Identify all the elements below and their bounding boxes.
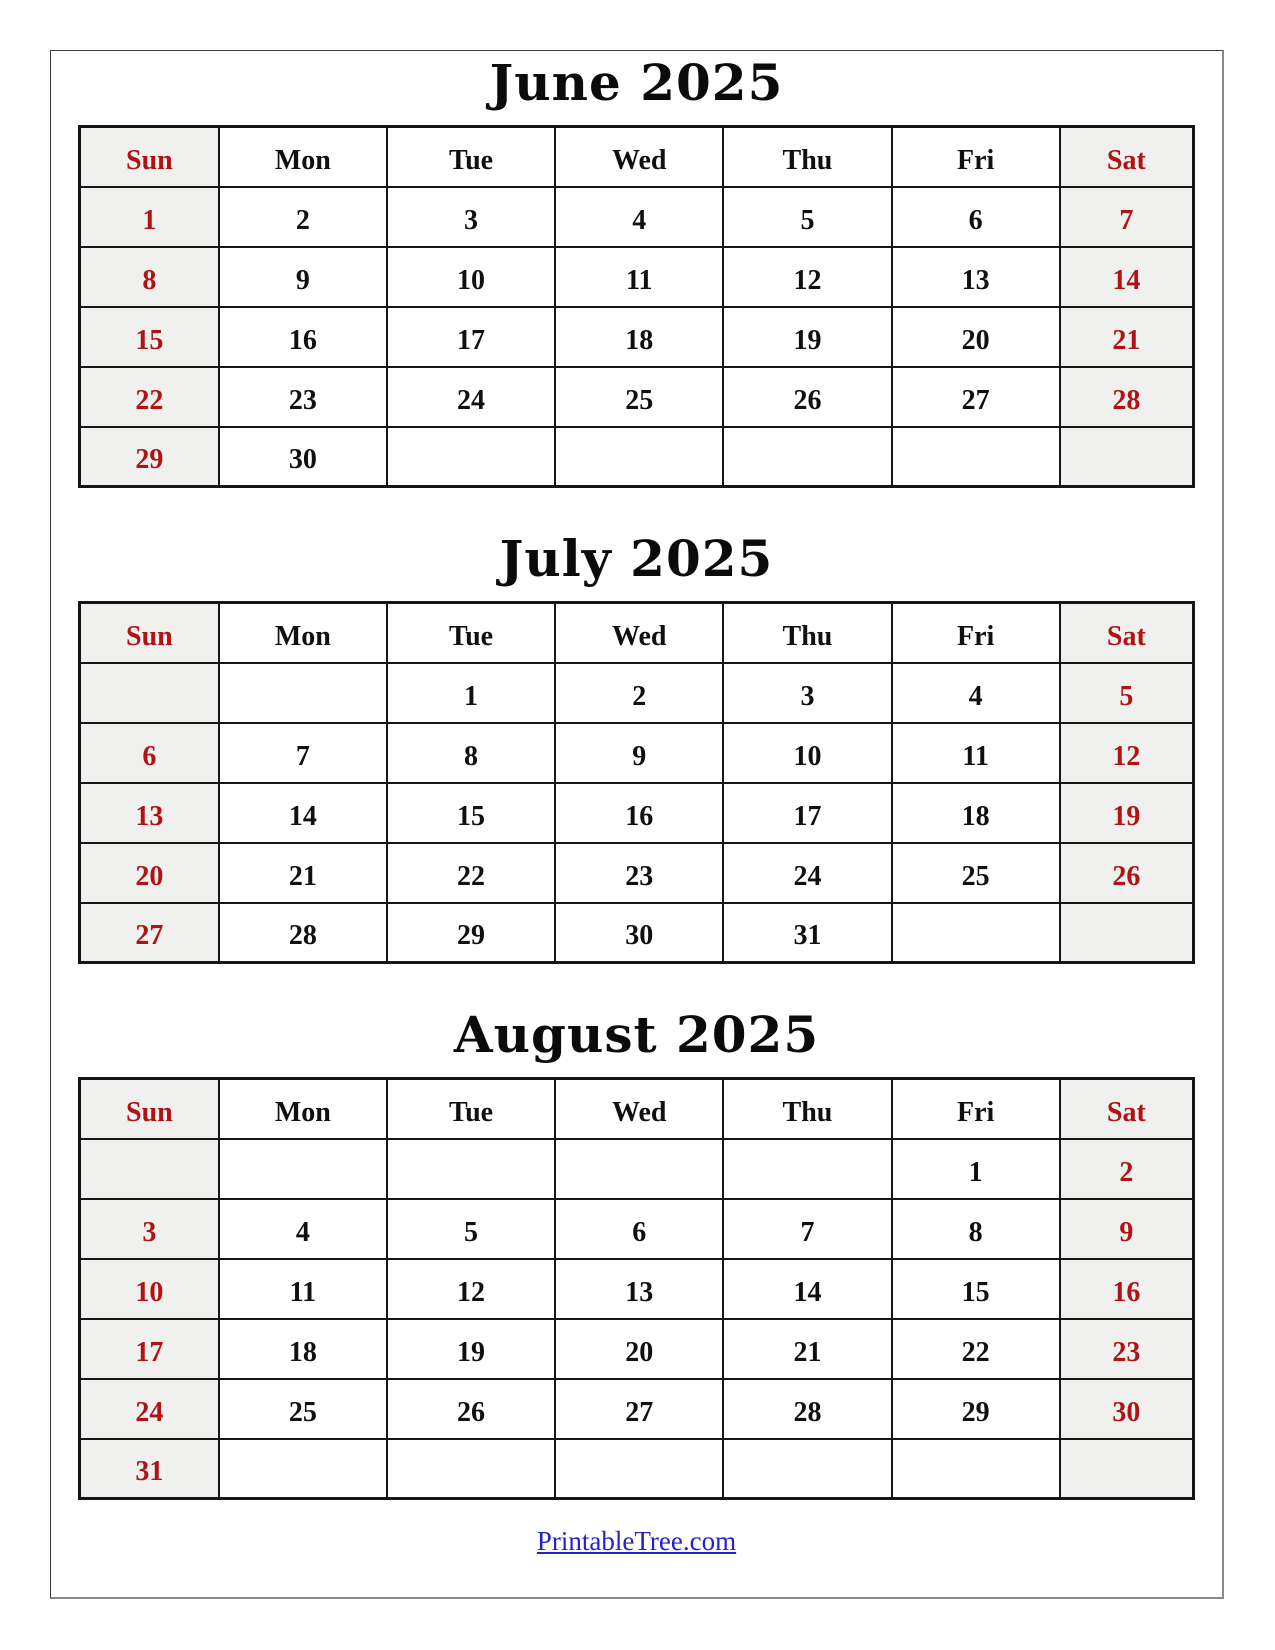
weekday-header-mon: Mon: [219, 603, 387, 663]
day-cell-11: 11: [219, 1259, 387, 1319]
printabletree-link[interactable]: PrintableTree.com: [536, 1526, 737, 1556]
weekday-header-fri: Fri: [892, 127, 1060, 187]
day-cell-1: 1: [892, 1139, 1060, 1199]
day-cell-3: 3: [387, 187, 555, 247]
month-title: August 2025: [453, 1005, 820, 1064]
day-cell-2: 2: [219, 187, 387, 247]
weekday-header-tue: Tue: [387, 1079, 555, 1139]
day-cell-7: 7: [1060, 187, 1194, 247]
weekday-header-fri: Fri: [892, 603, 1060, 663]
week-row: [80, 1319, 1194, 1379]
weekday-header-sat: Sat: [1060, 1079, 1194, 1139]
months-container: [51, 55, 1222, 1500]
week-row: [80, 903, 1194, 963]
day-cell-19: 19: [387, 1319, 555, 1379]
day-cell-29: 29: [80, 427, 219, 487]
day-cell-28: 28: [219, 903, 387, 963]
day-cell-29: 29: [387, 903, 555, 963]
weekday-header-thu: Thu: [723, 603, 891, 663]
day-cell-5: 5: [1060, 663, 1194, 723]
day-cell-22: 22: [387, 843, 555, 903]
weekday-header-sun: Sun: [80, 127, 219, 187]
weekday-header-tue: Tue: [387, 603, 555, 663]
day-cell-17: 17: [723, 783, 891, 843]
day-cell-15: 15: [80, 307, 219, 367]
empty-day-cell: [219, 1439, 387, 1499]
empty-day-cell: [555, 1139, 723, 1199]
day-cell-11: 11: [555, 247, 723, 307]
calendar-table: [78, 1077, 1195, 1500]
day-cell-27: 27: [555, 1379, 723, 1439]
day-cell-27: 27: [80, 903, 219, 963]
empty-day-cell: [892, 1439, 1060, 1499]
day-cell-17: 17: [387, 307, 555, 367]
day-cell-23: 23: [555, 843, 723, 903]
day-cell-6: 6: [892, 187, 1060, 247]
day-cell-21: 21: [1060, 307, 1194, 367]
week-row: [80, 663, 1194, 723]
day-cell-14: 14: [219, 783, 387, 843]
day-cell-22: 22: [80, 367, 219, 427]
weekday-header-row: [80, 603, 1194, 663]
empty-day-cell: [723, 427, 891, 487]
day-cell-31: 31: [80, 1439, 219, 1499]
empty-day-cell: [219, 663, 387, 723]
footer: [51, 1526, 1222, 1557]
day-cell-15: 15: [892, 1259, 1060, 1319]
weekday-header-sun: Sun: [80, 603, 219, 663]
day-cell-10: 10: [387, 247, 555, 307]
empty-day-cell: [723, 1139, 891, 1199]
month-august-2025: [51, 1007, 1222, 1500]
day-cell-4: 4: [219, 1199, 387, 1259]
day-cell-20: 20: [892, 307, 1060, 367]
day-cell-28: 28: [723, 1379, 891, 1439]
empty-day-cell: [1060, 1439, 1194, 1499]
day-cell-13: 13: [80, 783, 219, 843]
day-cell-12: 12: [387, 1259, 555, 1319]
day-cell-6: 6: [80, 723, 219, 783]
day-cell-5: 5: [387, 1199, 555, 1259]
day-cell-3: 3: [723, 663, 891, 723]
day-cell-6: 6: [555, 1199, 723, 1259]
day-cell-24: 24: [723, 843, 891, 903]
day-cell-28: 28: [1060, 367, 1194, 427]
weekday-header-row: [80, 127, 1194, 187]
day-cell-9: 9: [219, 247, 387, 307]
week-row: [80, 1259, 1194, 1319]
day-cell-21: 21: [723, 1319, 891, 1379]
day-cell-10: 10: [723, 723, 891, 783]
day-cell-19: 19: [723, 307, 891, 367]
day-cell-13: 13: [555, 1259, 723, 1319]
day-cell-23: 23: [1060, 1319, 1194, 1379]
day-cell-31: 31: [723, 903, 891, 963]
day-cell-17: 17: [80, 1319, 219, 1379]
month-title: June 2025: [489, 53, 784, 112]
day-cell-1: 1: [80, 187, 219, 247]
day-cell-8: 8: [80, 247, 219, 307]
week-row: [80, 723, 1194, 783]
weekday-header-sat: Sat: [1060, 603, 1194, 663]
day-cell-30: 30: [219, 427, 387, 487]
empty-day-cell: [1060, 903, 1194, 963]
day-cell-25: 25: [892, 843, 1060, 903]
day-cell-13: 13: [892, 247, 1060, 307]
empty-day-cell: [219, 1139, 387, 1199]
day-cell-26: 26: [387, 1379, 555, 1439]
day-cell-11: 11: [892, 723, 1060, 783]
day-cell-1: 1: [387, 663, 555, 723]
day-cell-7: 7: [723, 1199, 891, 1259]
weekday-header-mon: Mon: [219, 127, 387, 187]
day-cell-14: 14: [723, 1259, 891, 1319]
week-row: [80, 1199, 1194, 1259]
weekday-header-sun: Sun: [80, 1079, 219, 1139]
day-cell-20: 20: [555, 1319, 723, 1379]
day-cell-9: 9: [1060, 1199, 1194, 1259]
day-cell-8: 8: [387, 723, 555, 783]
day-cell-23: 23: [219, 367, 387, 427]
weekday-header-wed: Wed: [555, 1079, 723, 1139]
day-cell-7: 7: [219, 723, 387, 783]
weekday-header-thu: Thu: [723, 127, 891, 187]
empty-day-cell: [387, 1439, 555, 1499]
day-cell-8: 8: [892, 1199, 1060, 1259]
empty-day-cell: [723, 1439, 891, 1499]
day-cell-29: 29: [892, 1379, 1060, 1439]
day-cell-3: 3: [80, 1199, 219, 1259]
empty-day-cell: [1060, 427, 1194, 487]
week-row: [80, 1379, 1194, 1439]
empty-day-cell: [387, 1139, 555, 1199]
day-cell-20: 20: [80, 843, 219, 903]
day-cell-10: 10: [80, 1259, 219, 1319]
week-row: [80, 307, 1194, 367]
day-cell-18: 18: [219, 1319, 387, 1379]
week-row: [80, 783, 1194, 843]
week-row: [80, 1139, 1194, 1199]
day-cell-18: 18: [555, 307, 723, 367]
day-cell-12: 12: [1060, 723, 1194, 783]
day-cell-2: 2: [1060, 1139, 1194, 1199]
day-cell-27: 27: [892, 367, 1060, 427]
empty-day-cell: [555, 1439, 723, 1499]
day-cell-25: 25: [555, 367, 723, 427]
day-cell-19: 19: [1060, 783, 1194, 843]
day-cell-12: 12: [723, 247, 891, 307]
weekday-header-row: [80, 1079, 1194, 1139]
day-cell-21: 21: [219, 843, 387, 903]
weekday-header-tue: Tue: [387, 127, 555, 187]
day-cell-26: 26: [723, 367, 891, 427]
page-frame: [50, 50, 1224, 1599]
week-row: [80, 247, 1194, 307]
day-cell-9: 9: [555, 723, 723, 783]
weekday-header-thu: Thu: [723, 1079, 891, 1139]
month-june-2025: [51, 55, 1222, 488]
day-cell-2: 2: [555, 663, 723, 723]
day-cell-16: 16: [1060, 1259, 1194, 1319]
day-cell-18: 18: [892, 783, 1060, 843]
weekday-header-mon: Mon: [219, 1079, 387, 1139]
day-cell-30: 30: [555, 903, 723, 963]
calendar-table: [78, 601, 1195, 964]
day-cell-30: 30: [1060, 1379, 1194, 1439]
week-row: [80, 367, 1194, 427]
day-cell-5: 5: [723, 187, 891, 247]
weekday-header-wed: Wed: [555, 603, 723, 663]
day-cell-14: 14: [1060, 247, 1194, 307]
month-title: July 2025: [499, 529, 774, 588]
day-cell-24: 24: [80, 1379, 219, 1439]
empty-day-cell: [555, 427, 723, 487]
day-cell-16: 16: [219, 307, 387, 367]
week-row: [80, 1439, 1194, 1499]
month-july-2025: [51, 531, 1222, 964]
empty-day-cell: [892, 427, 1060, 487]
weekday-header-sat: Sat: [1060, 127, 1194, 187]
weekday-header-fri: Fri: [892, 1079, 1060, 1139]
empty-day-cell: [80, 663, 219, 723]
day-cell-24: 24: [387, 367, 555, 427]
week-row: [80, 187, 1194, 247]
empty-day-cell: [387, 427, 555, 487]
empty-day-cell: [892, 903, 1060, 963]
weekday-header-wed: Wed: [555, 127, 723, 187]
empty-day-cell: [80, 1139, 219, 1199]
day-cell-4: 4: [555, 187, 723, 247]
day-cell-15: 15: [387, 783, 555, 843]
calendar-table: [78, 125, 1195, 488]
day-cell-16: 16: [555, 783, 723, 843]
day-cell-4: 4: [892, 663, 1060, 723]
day-cell-25: 25: [219, 1379, 387, 1439]
week-row: [80, 427, 1194, 487]
week-row: [80, 843, 1194, 903]
day-cell-22: 22: [892, 1319, 1060, 1379]
day-cell-26: 26: [1060, 843, 1194, 903]
